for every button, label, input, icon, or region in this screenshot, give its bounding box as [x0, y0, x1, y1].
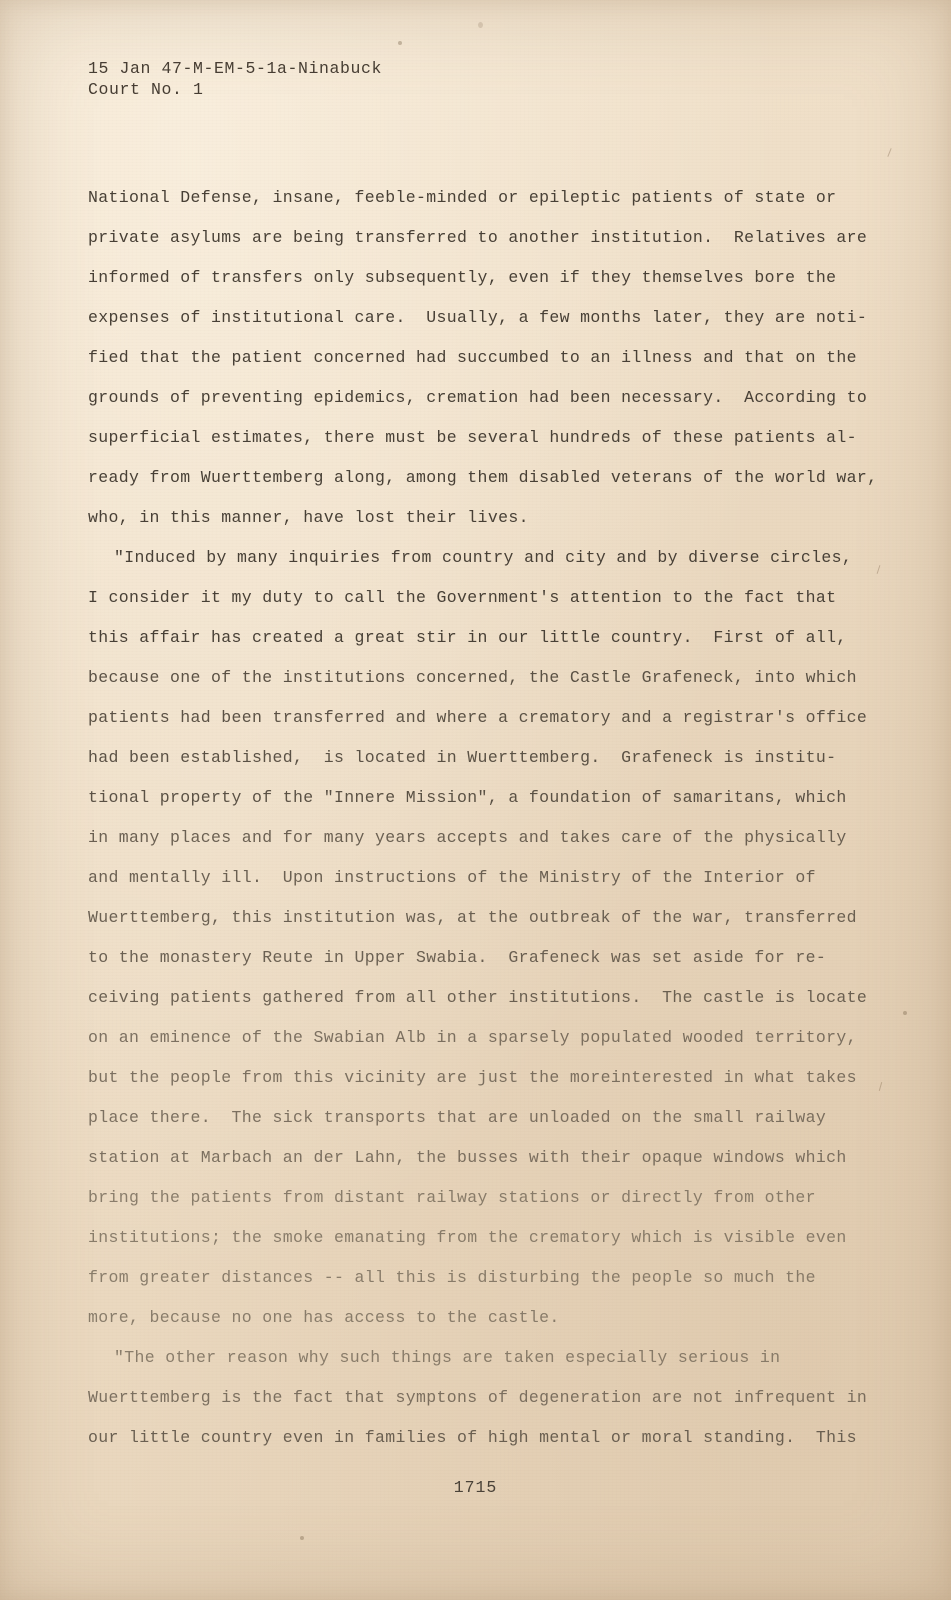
header-line-case-id: 15 Jan 47-M-EM-5-1a-Ninabuck — [88, 59, 383, 78]
text-line: on an eminence of the Swabian Alb in a sparsely populated wooded territory, — [88, 1028, 857, 1047]
text-line: institutions; the smoke emanating from the crematory which is visible even — [88, 1228, 847, 1247]
text-line: National Defense, insane, feeble-minded or epileptic patients of state or — [88, 188, 837, 207]
text-line: superficial estimates, there must be several hundreds of these patients al- — [88, 428, 857, 447]
page-number: 1715 — [453, 1478, 498, 1497]
text-line: place there. The sick transports that are unloaded on the small railway — [88, 1108, 827, 1127]
paper-speck — [903, 1011, 907, 1015]
text-line: informed of transfers only subsequently, even if they themselves bore the — [88, 268, 837, 287]
text-line: Wuerttemberg, this institution was, at the outbreak of the war, transferred — [88, 908, 857, 927]
paper-speck — [300, 1536, 304, 1540]
text-line: our little country even in families of high mental or moral standing. This — [88, 1428, 857, 1447]
text-line: tional property of the "Innere Mission", a foundation of samaritans, which — [88, 788, 847, 807]
text-line: "Induced by many inquiries from country and city and by diverse circles, — [114, 548, 853, 567]
paper-mark — [879, 1082, 882, 1091]
text-line: more, because no one has access to the castle. — [88, 1308, 560, 1327]
text-line: ready from Wuerttemberg along, among them disabled veterans of the world war, — [88, 468, 878, 487]
text-line: from greater distances -- all this is disturbing the people so much the — [88, 1268, 816, 1287]
text-line: expenses of institutional care. Usually, a few months later, they are noti- — [88, 308, 868, 327]
text-line: station at Marbach an der Lahn, the busses with their opaque windows which — [88, 1148, 847, 1167]
text-line: to the monastery Reute in Upper Swabia. Grafeneck was set aside for re- — [88, 948, 827, 967]
paragraph-3 — [88, 1338, 878, 1458]
text-line: "The other reason why such things are taken especially serious in — [114, 1348, 781, 1367]
text-line: and mentally ill. Upon instructions of the Ministry of the Interior of — [88, 868, 816, 887]
text-line: had been established, is located in Wuerttemberg. Grafeneck is institu- — [88, 748, 837, 767]
text-line: fied that the patient concerned had succumbed to an illness and that on the — [88, 348, 857, 367]
text-line: bring the patients from distant railway stations or directly from other — [88, 1188, 816, 1207]
paragraph-2 — [88, 538, 878, 1338]
paper-speck — [398, 41, 402, 45]
paragraph-1 — [88, 178, 878, 538]
text-line: in many places and for many years accepts and takes care of the physically — [88, 828, 847, 847]
document-body — [88, 178, 878, 1458]
text-line: this affair has created a great stir in our little country. First of all, — [88, 628, 847, 647]
document-header — [88, 58, 382, 100]
text-line: I consider it my duty to call the Government's attention to the fact that — [88, 588, 837, 607]
text-line: but the people from this vicinity are just the moreinterested in what takes — [88, 1068, 857, 1087]
text-line: patients had been transferred and where a crematory and a registrar's office — [88, 708, 868, 727]
text-line: Wuerttemberg is the fact that symptons of degeneration are not infrequent in — [88, 1388, 868, 1407]
text-line: ceiving patients gathered from all other institutions. The castle is locate — [88, 988, 868, 1007]
header-line-court-number: Court No. 1 — [88, 80, 204, 99]
text-line: who, in this manner, have lost their lives. — [88, 508, 529, 527]
paper-mark — [887, 148, 891, 157]
text-line: private asylums are being transferred to another institution. Relatives are — [88, 228, 868, 247]
text-line: because one of the institutions concerned, the Castle Grafeneck, into which — [88, 668, 857, 687]
paper-speck — [478, 22, 483, 28]
text-line: grounds of preventing epidemics, cremation had been necessary. According to — [88, 388, 868, 407]
